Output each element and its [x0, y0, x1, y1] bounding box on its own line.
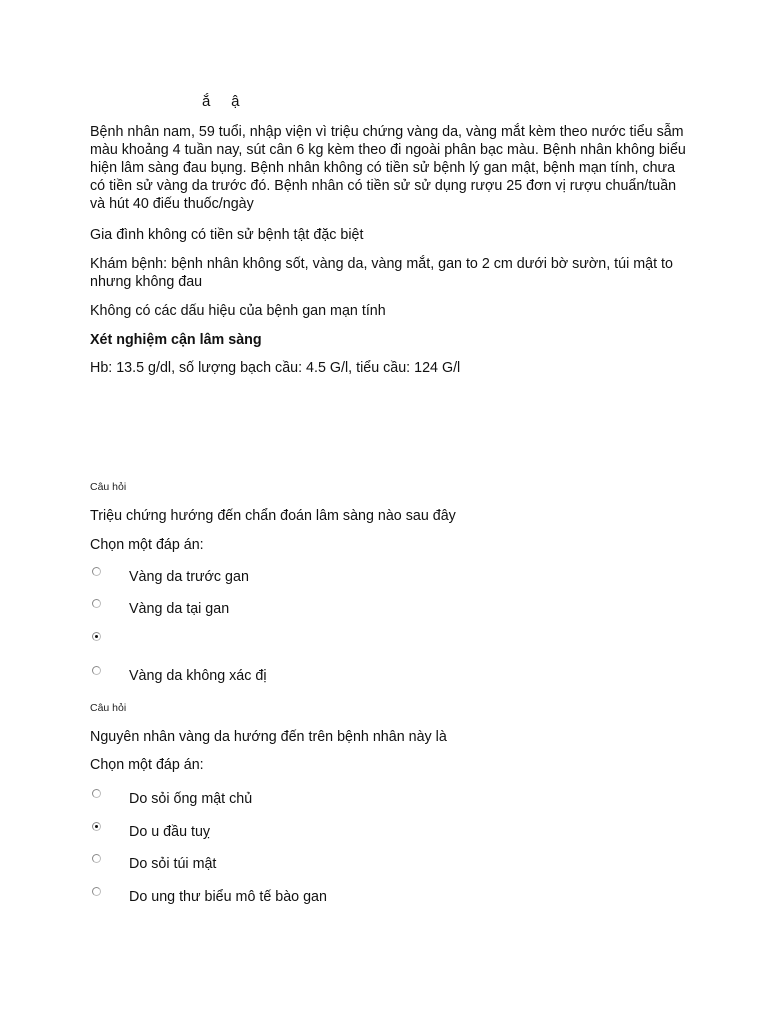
question-2-prompt: Chọn một đáp án:: [90, 757, 204, 773]
radio-button-selected[interactable]: [92, 822, 101, 831]
radio-button-selected[interactable]: [92, 632, 101, 641]
radio-button[interactable]: [92, 599, 101, 608]
question-2-option-3[interactable]: [92, 854, 492, 872]
radio-button[interactable]: [92, 854, 101, 863]
option-label: Vàng da không xác đị: [129, 668, 267, 684]
radio-button[interactable]: [92, 666, 101, 675]
question-1-text: Triệu chứng hướng đến chẩn đoán lâm sàng nào sau đây: [90, 508, 456, 524]
header-glyphs: ắ ậ: [202, 93, 240, 110]
lab-heading: Xét nghiệm cận lâm sàng: [90, 332, 262, 348]
option-label: Do ung thư biểu mô tế bào gan: [129, 889, 327, 905]
physical-exam-paragraph: Khám bệnh: bệnh nhân không sốt, vàng da, vàng mắt, gan to 2 cm dưới bờ sườn, túi mật to nhưng không đau: [90, 256, 673, 290]
option-label: Vàng da tại gan: [129, 601, 230, 617]
radio-button[interactable]: [92, 887, 101, 896]
option-label: Do sỏi ống mật chủ: [129, 791, 253, 807]
question-1-option-2[interactable]: [92, 599, 492, 617]
chronic-liver-signs-paragraph: Không có các dấu hiệu của bệnh gan mạn tính: [90, 303, 386, 319]
question-1-option-1[interactable]: [92, 567, 492, 585]
option-label: Do u đầu tuỵ: [129, 824, 211, 840]
question-1-option-4[interactable]: [92, 666, 492, 684]
question-1-label: Câu hỏi: [90, 481, 127, 493]
radio-button[interactable]: [92, 567, 101, 576]
lab-values: Hb: 13.5 g/dl, số lượng bạch cầu: 4.5 G/l, tiểu cầu: 124 G/l: [90, 360, 461, 376]
question-2-option-1[interactable]: [92, 789, 492, 807]
option-label: Vàng da trước gan: [129, 569, 249, 585]
question-2-label: Câu hỏi: [90, 702, 127, 714]
question-1-prompt: Chọn một đáp án:: [90, 537, 204, 553]
question-2-option-4[interactable]: [92, 887, 492, 905]
question-2-option-2[interactable]: [92, 822, 492, 840]
case-history-paragraph: Bệnh nhân nam, 59 tuổi, nhập viện vì triệu chứng vàng da, vàng mắt kèm theo nước tiểu sẫm màu khoảng 4 tuần nay, sút cân 6 kg kèm theo đi ngoài phân bạc màu. Bệnh nhân không biểu hiện lâm sàng đau bụng. Bệnh nhân không có tiền sử bệnh lý gan mật, bệnh mạn tính, chưa có tiền sử vàng da trước đó. Bệnh nhân có tiền sử sử dụng rượu 25 đơn vị rượu chuẩn/tuần và hút 40 điếu thuốc/ngày: [90, 124, 686, 212]
family-history-paragraph: Gia đình không có tiền sử bệnh tật đặc biệt: [90, 227, 364, 243]
radio-button[interactable]: [92, 789, 101, 798]
question-2-text: Nguyên nhân vàng da hướng đến trên bệnh nhân này là: [90, 729, 447, 745]
option-label: Do sỏi túi mật: [129, 856, 217, 872]
question-1-option-3[interactable]: [92, 632, 492, 650]
